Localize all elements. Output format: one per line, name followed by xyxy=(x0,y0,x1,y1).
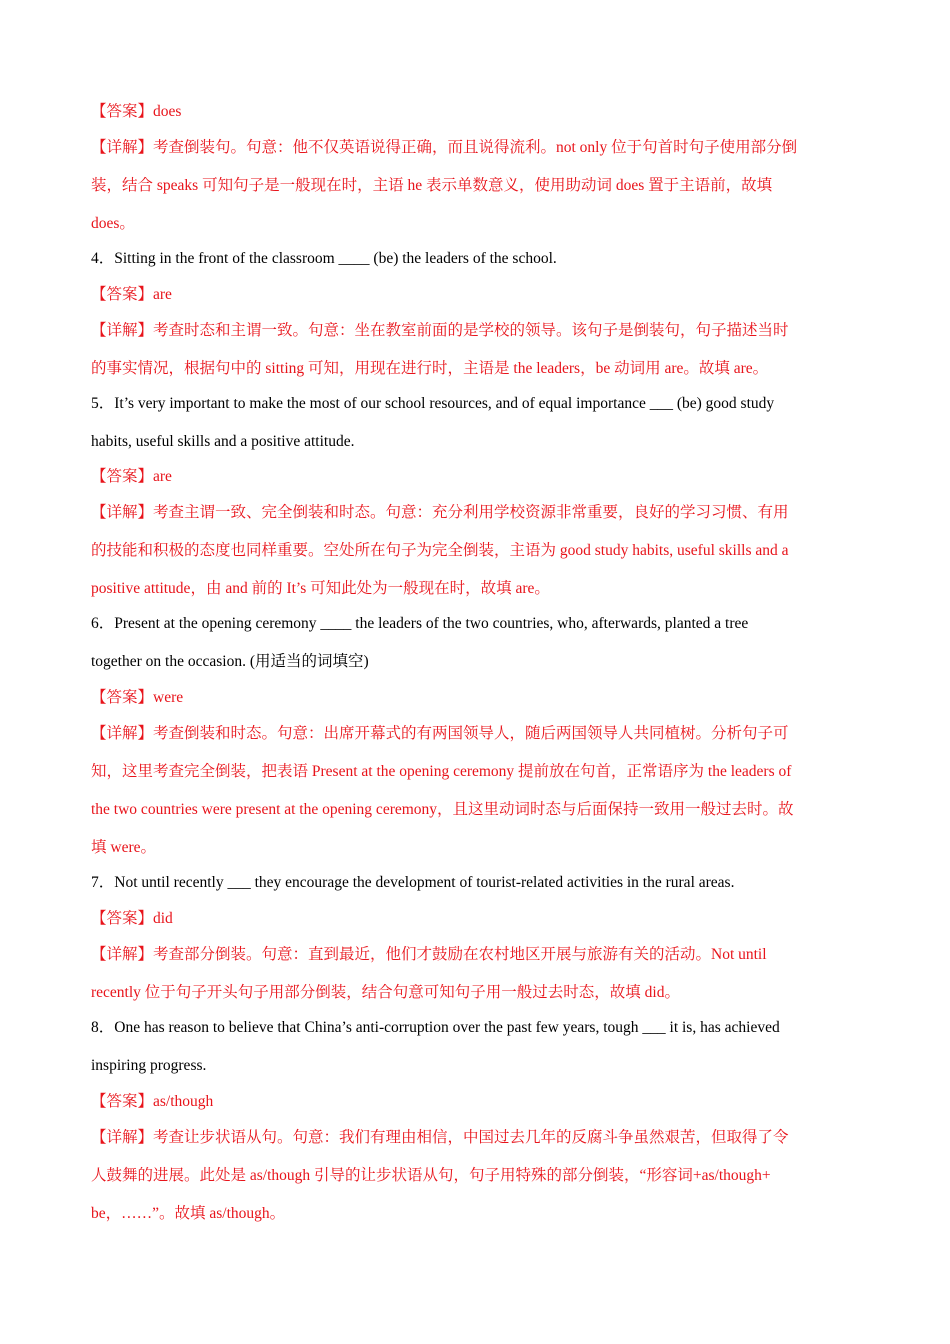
question-line: together on the occasion. (用适当的词填空) xyxy=(91,653,369,670)
answer-line: 【答案】did xyxy=(91,910,173,927)
explanation-line: 【详解】考查部分倒装。句意：直到最近，他们才鼓励在农村地区开展与旅游有关的活动。Not until xyxy=(91,946,767,963)
question-line: 8．One has reason to believe that China’s anti-corruption over the past few years, tough ___ it is, has achieved xyxy=(91,1019,780,1036)
explanation-line: 【详解】考查主谓一致、完全倒装和时态。句意：充分利用学校资源非常重要，良好的学习习惯、有用 xyxy=(91,504,789,521)
explanation-line: 的技能和积极的态度也同样重要。空处所在句子为完全倒装，主语为 good study habits, useful skills and a xyxy=(91,542,789,559)
explanation-line: 填 were。 xyxy=(91,839,156,856)
explanation-line: recently 位于句子开头句子用部分倒装，结合句意可知句子用一般过去时态，故填 did。 xyxy=(91,984,680,1001)
answer-line: 【答案】does xyxy=(91,103,182,120)
explanation-line: the two countries were present at the opening ceremony，且这里动词时态与后面保持一致用一般过去时。故 xyxy=(91,801,794,818)
answer-line: 【答案】were xyxy=(91,689,184,706)
explanation-line: 的事实情况，根据句中的 sitting 可知，用现在进行时，主语是 the leaders，be 动词用 are。故填 are。 xyxy=(91,360,769,377)
explanation-line: positive attitude，由 and 前的 It’s 可知此处为一般现在时，故填 are。 xyxy=(91,580,550,597)
explanation-line: 【详解】考查时态和主谓一致。句意：坐在教室前面的是学校的领导。该句子是倒装句，句子描述当时 xyxy=(91,322,789,339)
explanation-line: 装，结合 speaks 可知句子是一般现在时，主语 he 表示单数意义，使用助动词 does 置于主语前，故填 xyxy=(91,177,773,194)
answer-line: 【答案】are xyxy=(91,286,172,303)
question-line: 5．It’s very important to make the most of our school resources, and of equal importance ___ (be) good study xyxy=(91,395,775,412)
question-line: 4．Sitting in the front of the classroom ____ (be) the leaders of the school. xyxy=(91,250,557,267)
explanation-line: 知，这里考查完全倒装，把表语 Present at the opening ceremony 提前放在句首，正常语序为 the leaders of xyxy=(91,763,792,780)
question-line: 6．Present at the opening ceremony ____ the leaders of the two countries, who, afterwards, planted a tree xyxy=(91,615,749,632)
explanation-line: 【详解】考查让步状语从句。句意：我们有理由相信，中国过去几年的反腐斗争虽然艰苦，但取得了令 xyxy=(91,1129,789,1146)
answer-line: 【答案】are xyxy=(91,468,172,485)
explanation-line: be，……”。故填 as/though。 xyxy=(91,1205,286,1222)
question-line: inspiring progress. xyxy=(91,1057,207,1074)
question-line: habits, useful skills and a positive attitude. xyxy=(91,433,355,450)
explanation-line: does。 xyxy=(91,215,135,232)
explanation-line: 【详解】考查倒装句。句意：他不仅英语说得正确，而且说得流利。not only 位于句首时句子使用部分倒 xyxy=(91,139,798,156)
explanation-line: 人鼓舞的进展。此处是 as/though 引导的让步状语从句，句子用特殊的部分倒装，“形容词+as/though+ xyxy=(91,1167,771,1184)
answer-line: 【答案】as/though xyxy=(91,1093,214,1110)
explanation-line: 【详解】考查倒装和时态。句意：出席开幕式的有两国领导人，随后两国领导人共同植树。分析句子可 xyxy=(91,725,789,742)
question-line: 7．Not until recently ___ they encourage the development of tourist-related activities in the rural areas. xyxy=(91,874,735,891)
